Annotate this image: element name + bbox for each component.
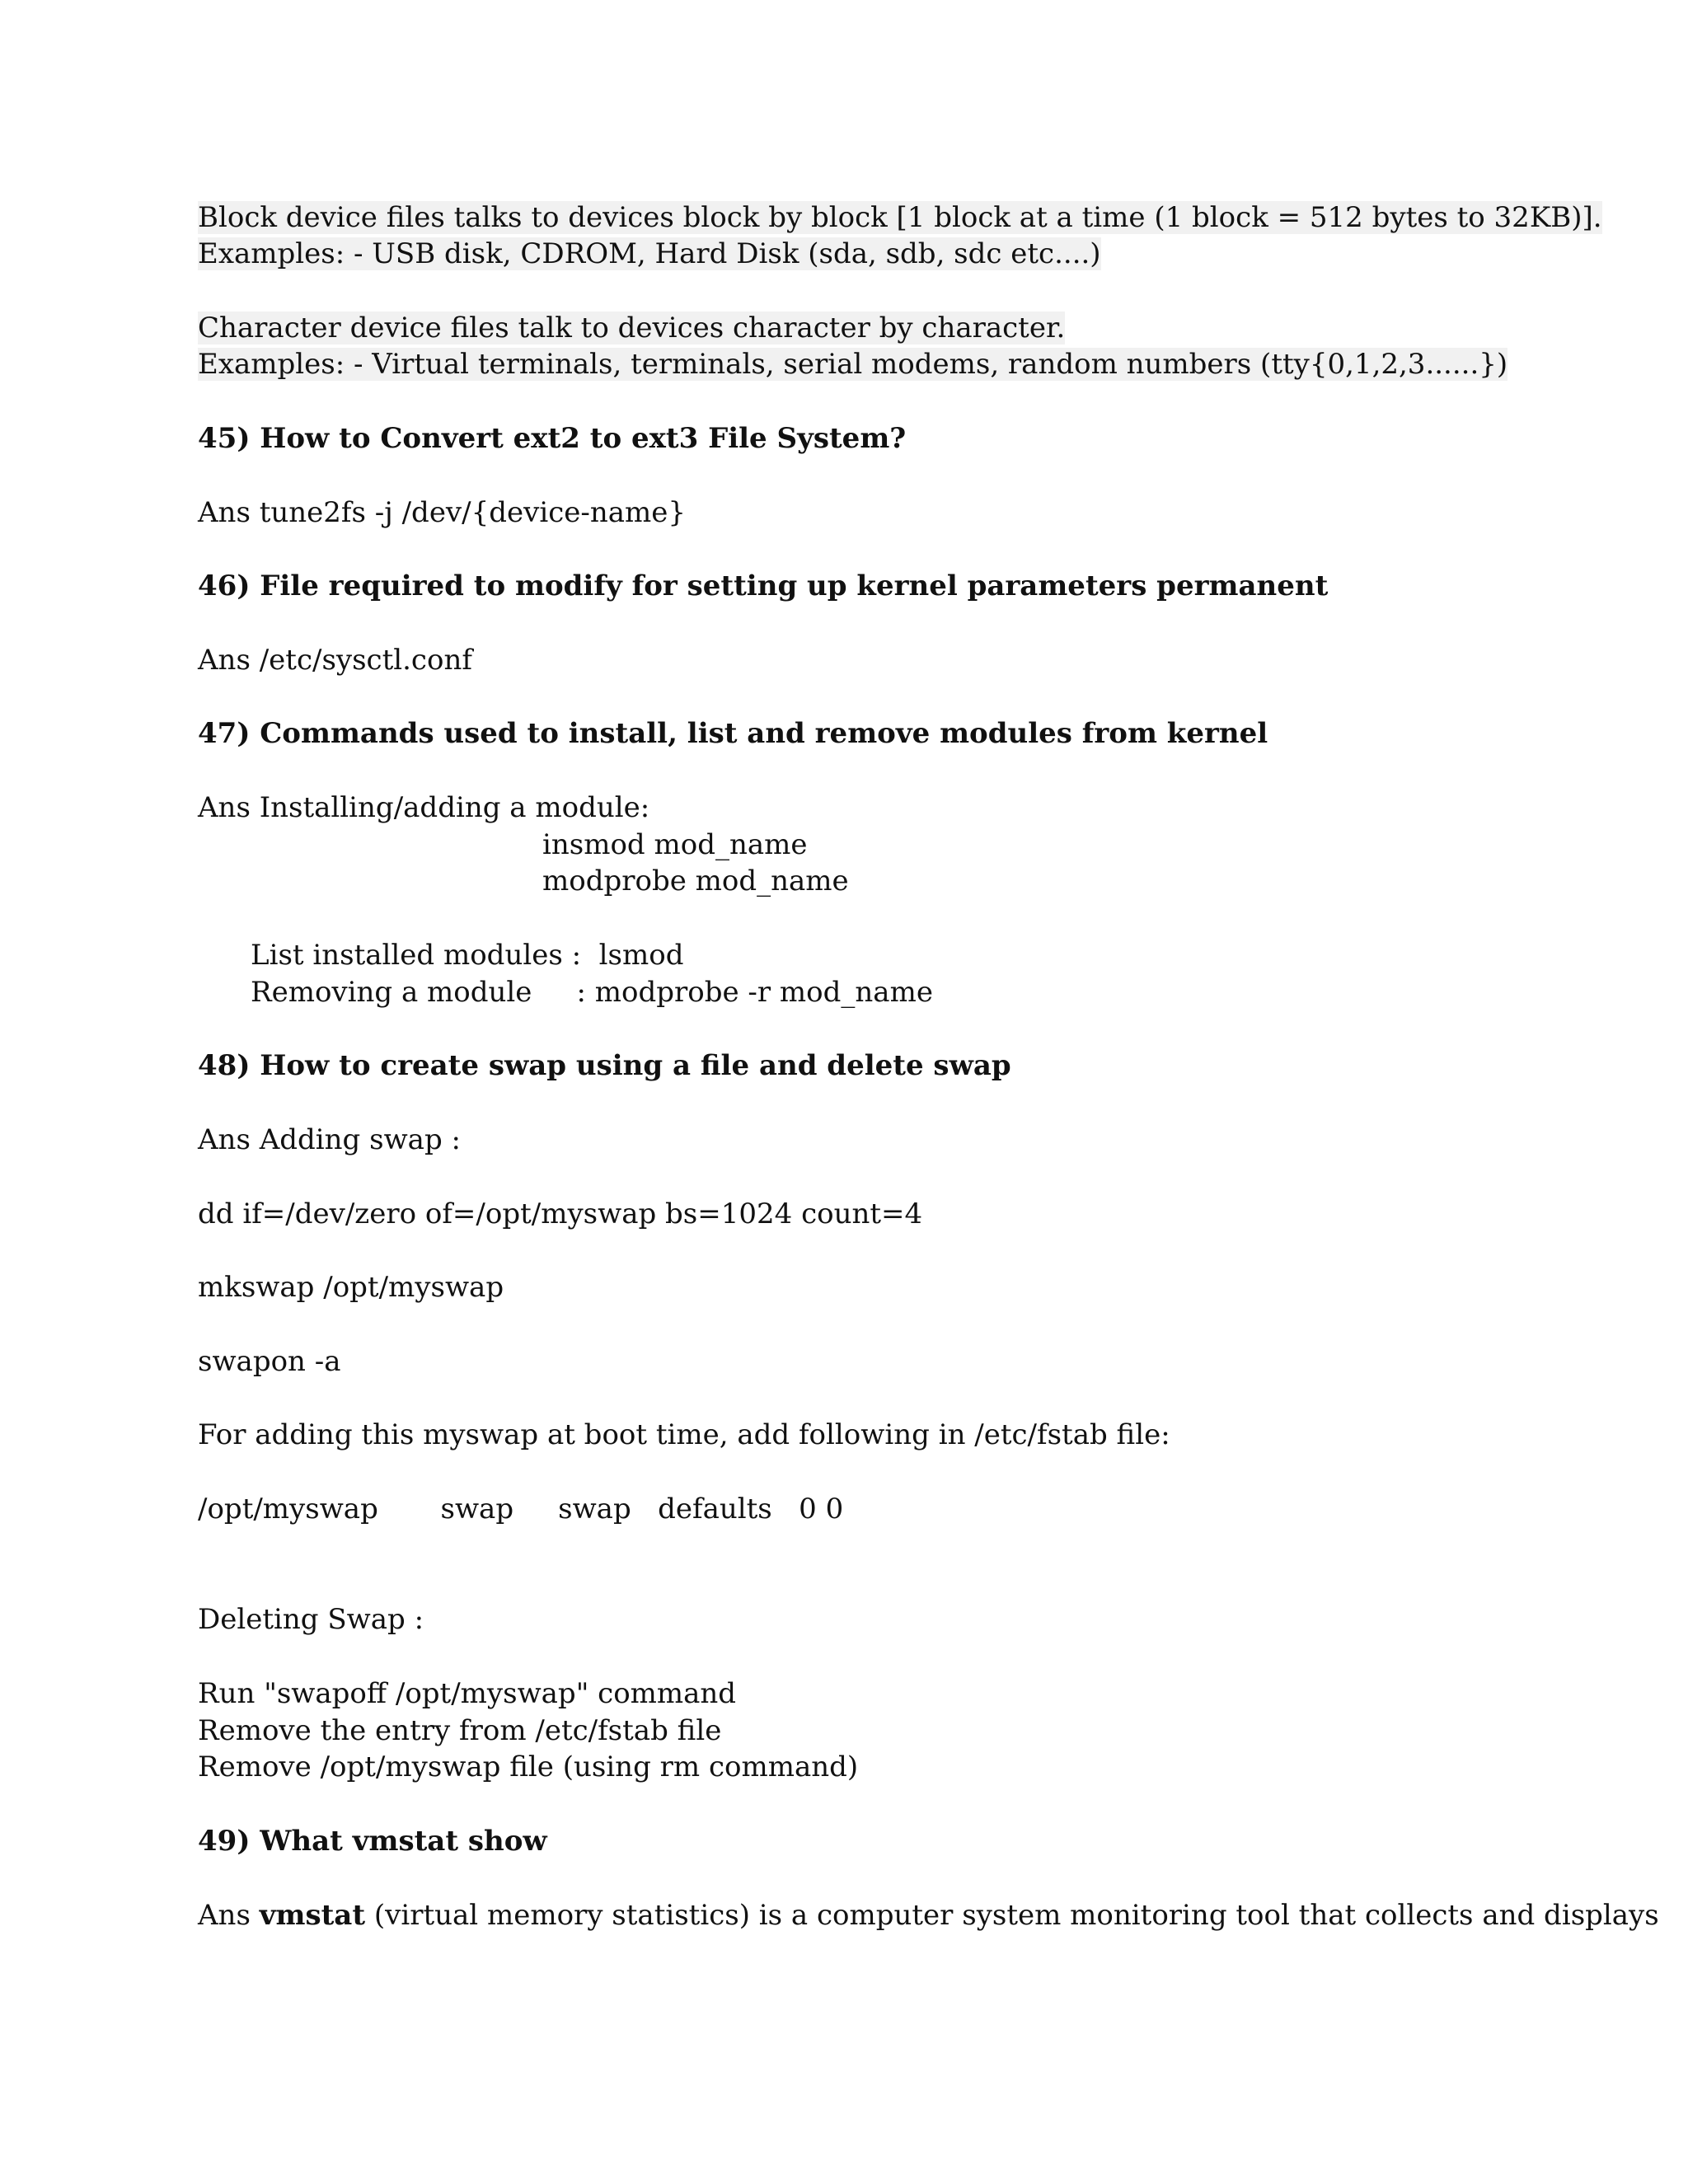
question-49: 49) What vmstat show (198, 1825, 547, 1858)
answer-49-rest: (virtual memory statistics) is a computer system monitoring tool that collects and displays (365, 1899, 1659, 1932)
cmd-dd: dd if=/dev/zero of=/opt/myswap bs=1024 count=4 (198, 1197, 923, 1230)
char-device-examples-text: Examples: - Virtual terminals, terminals, serial modems, random numbers (tty{0,1,2,3......}) (198, 348, 1508, 381)
block-device-examples-text: Examples: - USB disk, CDROM, Hard Disk (sda, sdb, sdc etc....) (198, 237, 1101, 270)
block-device-examples (198, 236, 1101, 272)
boot-note: For adding this myswap at boot time, add following in /etc/fstab file: (198, 1418, 1170, 1451)
answer-46: Ans /etc/sysctl.conf (198, 644, 472, 677)
char-device-text: Character device files talk to devices character by character. (198, 312, 1066, 344)
cmd-insmod: insmod mod_name (542, 828, 808, 861)
block-device-text: Block device files talks to devices block by block [1 block at a time (1 block = 512 bytes to 32KB)]. (198, 201, 1602, 234)
answer-45: Ans tune2fs -j /dev/{device-name} (198, 496, 687, 529)
char-device-line (198, 310, 1065, 346)
answer-48-intro: Ans Adding swap : (198, 1123, 461, 1156)
answer-49 (198, 1897, 1659, 1933)
list-modules-line: List installed modules : lsmod (251, 939, 684, 972)
cmd-swapon: swapon -a (198, 1345, 341, 1378)
answer-49-term: vmstat (259, 1899, 366, 1932)
fstab-entry: /opt/myswap swap swap defaults 0 0 (198, 1493, 844, 1526)
delete-step-2: Remove the entry from /etc/fstab file (198, 1714, 722, 1747)
question-48: 48) How to create swap using a file and delete swap (198, 1049, 1011, 1082)
char-device-examples (198, 346, 1507, 382)
cmd-mkswap: mkswap /opt/myswap (198, 1271, 504, 1304)
answer-47-intro: Ans Installing/adding a module: (198, 791, 650, 824)
answer-49-prefix: Ans (198, 1899, 260, 1932)
delete-step-3: Remove /opt/myswap file (using rm command) (198, 1750, 859, 1783)
remove-module-line: Removing a module : modprobe -r mod_name (251, 976, 933, 1009)
delete-swap-intro: Deleting Swap : (198, 1603, 424, 1636)
question-45: 45) How to Convert ext2 to ext3 File System? (198, 422, 907, 455)
block-device-line (198, 199, 1602, 236)
question-46: 46) File required to modify for setting up kernel parameters permanent (198, 569, 1329, 602)
delete-step-1: Run "swapoff /opt/myswap" command (198, 1677, 737, 1710)
question-47: 47) Commands used to install, list and remove modules from kernel (198, 717, 1268, 750)
cmd-modprobe: modprobe mod_name (542, 865, 849, 898)
